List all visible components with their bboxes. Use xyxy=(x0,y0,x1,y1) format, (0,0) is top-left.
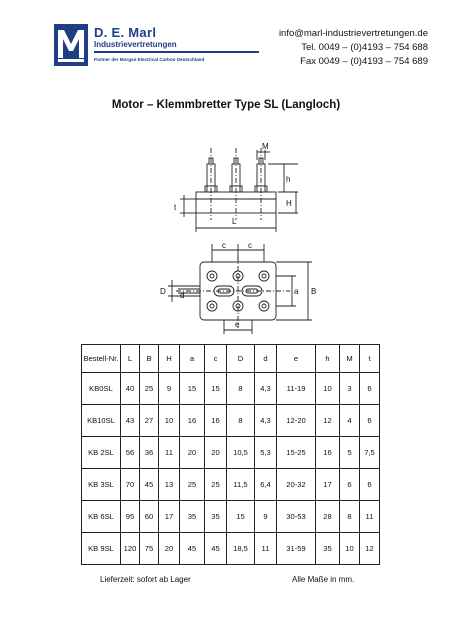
cell: 35 xyxy=(180,501,205,533)
label-D: D xyxy=(160,287,166,296)
col-header-L: L xyxy=(121,345,140,373)
cell: KB 2SL xyxy=(82,437,121,469)
col-header-order-no: Bestell-Nr. xyxy=(82,345,121,373)
cell: 10 xyxy=(159,405,180,437)
col-header-d: d xyxy=(255,345,277,373)
cell: 40 xyxy=(121,373,140,405)
label-B: B xyxy=(311,287,317,296)
cell: 45 xyxy=(205,533,227,565)
side-view xyxy=(180,148,298,232)
cell: 16 xyxy=(180,405,205,437)
cell: 16 xyxy=(316,437,340,469)
brand-partner-line: Partner der Morgan Electrical Carbon Deutschland xyxy=(94,57,205,62)
cell: KB10SL xyxy=(82,405,121,437)
label-t: t xyxy=(174,203,177,212)
cell: KB 6SL xyxy=(82,501,121,533)
cell: 9 xyxy=(255,501,277,533)
label-c-left: c xyxy=(222,241,226,250)
cell: 11 xyxy=(159,437,180,469)
cell: 11 xyxy=(255,533,277,565)
table-row xyxy=(82,405,380,437)
cell: 60 xyxy=(140,501,159,533)
cell: 18,5 xyxy=(227,533,255,565)
cell: 43 xyxy=(121,405,140,437)
col-header-B: B xyxy=(140,345,159,373)
contact-phone: Tel. 0049 – (0)4193 – 754 688 xyxy=(301,42,428,53)
cell: 70 xyxy=(121,469,140,501)
cell: 3 xyxy=(340,373,360,405)
cell: 11 xyxy=(360,501,380,533)
page-title: Motor – Klemmbretter Type SL (Langloch) xyxy=(111,99,341,111)
cell: 20 xyxy=(180,437,205,469)
cell: 15-25 xyxy=(277,437,316,469)
brand-name: D. E. Marl xyxy=(94,25,157,40)
cell: 36 xyxy=(140,437,159,469)
cell: 12 xyxy=(360,533,380,565)
col-header-D: D xyxy=(227,345,255,373)
cell: 7,5 xyxy=(360,437,380,469)
col-header-h: h xyxy=(316,345,340,373)
label-H: H xyxy=(286,199,292,208)
cell: 10 xyxy=(316,373,340,405)
cell: 16 xyxy=(205,405,227,437)
delivery-note: Lieferzeit: sofort ab Lager xyxy=(100,575,191,584)
cell: 13 xyxy=(159,469,180,501)
cell: 27 xyxy=(140,405,159,437)
cell: 15 xyxy=(205,373,227,405)
table-row xyxy=(82,373,380,405)
units-note: Alle Maße in mm. xyxy=(292,575,355,584)
cell: 8 xyxy=(340,501,360,533)
cell: 28 xyxy=(316,501,340,533)
cell: 45 xyxy=(140,469,159,501)
cell: 10 xyxy=(340,533,360,565)
col-header-M: M xyxy=(340,345,360,373)
cell: 120 xyxy=(121,533,140,565)
cell: 12-20 xyxy=(277,405,316,437)
label-c-right: c xyxy=(248,241,252,250)
cell: 25 xyxy=(180,469,205,501)
col-header-e: e xyxy=(277,345,316,373)
brand-subtitle: Industrievertretungen xyxy=(94,40,177,49)
table-header-row xyxy=(82,345,380,373)
cell: 10,5 xyxy=(227,437,255,469)
col-header-H: H xyxy=(159,345,180,373)
cell: 4 xyxy=(340,405,360,437)
label-d: d xyxy=(180,291,185,300)
top-view xyxy=(168,244,312,334)
cell: 5,3 xyxy=(255,437,277,469)
contact-email[interactable]: info@marl-industrievertretungen.de xyxy=(278,28,428,39)
table-row xyxy=(82,469,380,501)
cell: 31-59 xyxy=(277,533,316,565)
label-M: M xyxy=(262,142,269,151)
cell: 12 xyxy=(316,405,340,437)
cell: 8 xyxy=(227,405,255,437)
cell: 4,3 xyxy=(255,405,277,437)
cell: 15 xyxy=(227,501,255,533)
cell: KB 9SL xyxy=(82,533,121,565)
table-row xyxy=(82,533,380,565)
cell: 6 xyxy=(340,469,360,501)
cell: 20 xyxy=(205,437,227,469)
cell: 25 xyxy=(140,373,159,405)
cell: 6,4 xyxy=(255,469,277,501)
cell: 4,3 xyxy=(255,373,277,405)
table-row xyxy=(82,437,380,469)
cell: 17 xyxy=(159,501,180,533)
cell: 11-19 xyxy=(277,373,316,405)
cell: 35 xyxy=(316,533,340,565)
contact-fax: Fax 0049 – (0)4193 – 754 689 xyxy=(300,56,428,67)
col-header-a: a xyxy=(180,345,205,373)
spec-table xyxy=(81,344,380,565)
cell: 17 xyxy=(316,469,340,501)
cell: KB 3SL xyxy=(82,469,121,501)
cell: 6 xyxy=(360,405,380,437)
label-L: L xyxy=(232,217,237,226)
label-h: h xyxy=(286,175,291,184)
label-e: e xyxy=(235,320,240,329)
cell: 30-53 xyxy=(277,501,316,533)
cell: 6 xyxy=(360,373,380,405)
cell: 20-32 xyxy=(277,469,316,501)
cell: 11,5 xyxy=(227,469,255,501)
col-header-c: c xyxy=(205,345,227,373)
cell: 8 xyxy=(227,373,255,405)
cell: 95 xyxy=(121,501,140,533)
cell: 15 xyxy=(180,373,205,405)
cell: 45 xyxy=(180,533,205,565)
cell: 56 xyxy=(121,437,140,469)
col-header-t: t xyxy=(360,345,380,373)
cell: 25 xyxy=(205,469,227,501)
label-a: a xyxy=(294,287,299,296)
cell: 20 xyxy=(159,533,180,565)
cell: 35 xyxy=(205,501,227,533)
cell: 9 xyxy=(159,373,180,405)
cell: 5 xyxy=(340,437,360,469)
cell: 75 xyxy=(140,533,159,565)
cell: KB0SL xyxy=(82,373,121,405)
cell: 6 xyxy=(360,469,380,501)
table-row xyxy=(82,501,380,533)
